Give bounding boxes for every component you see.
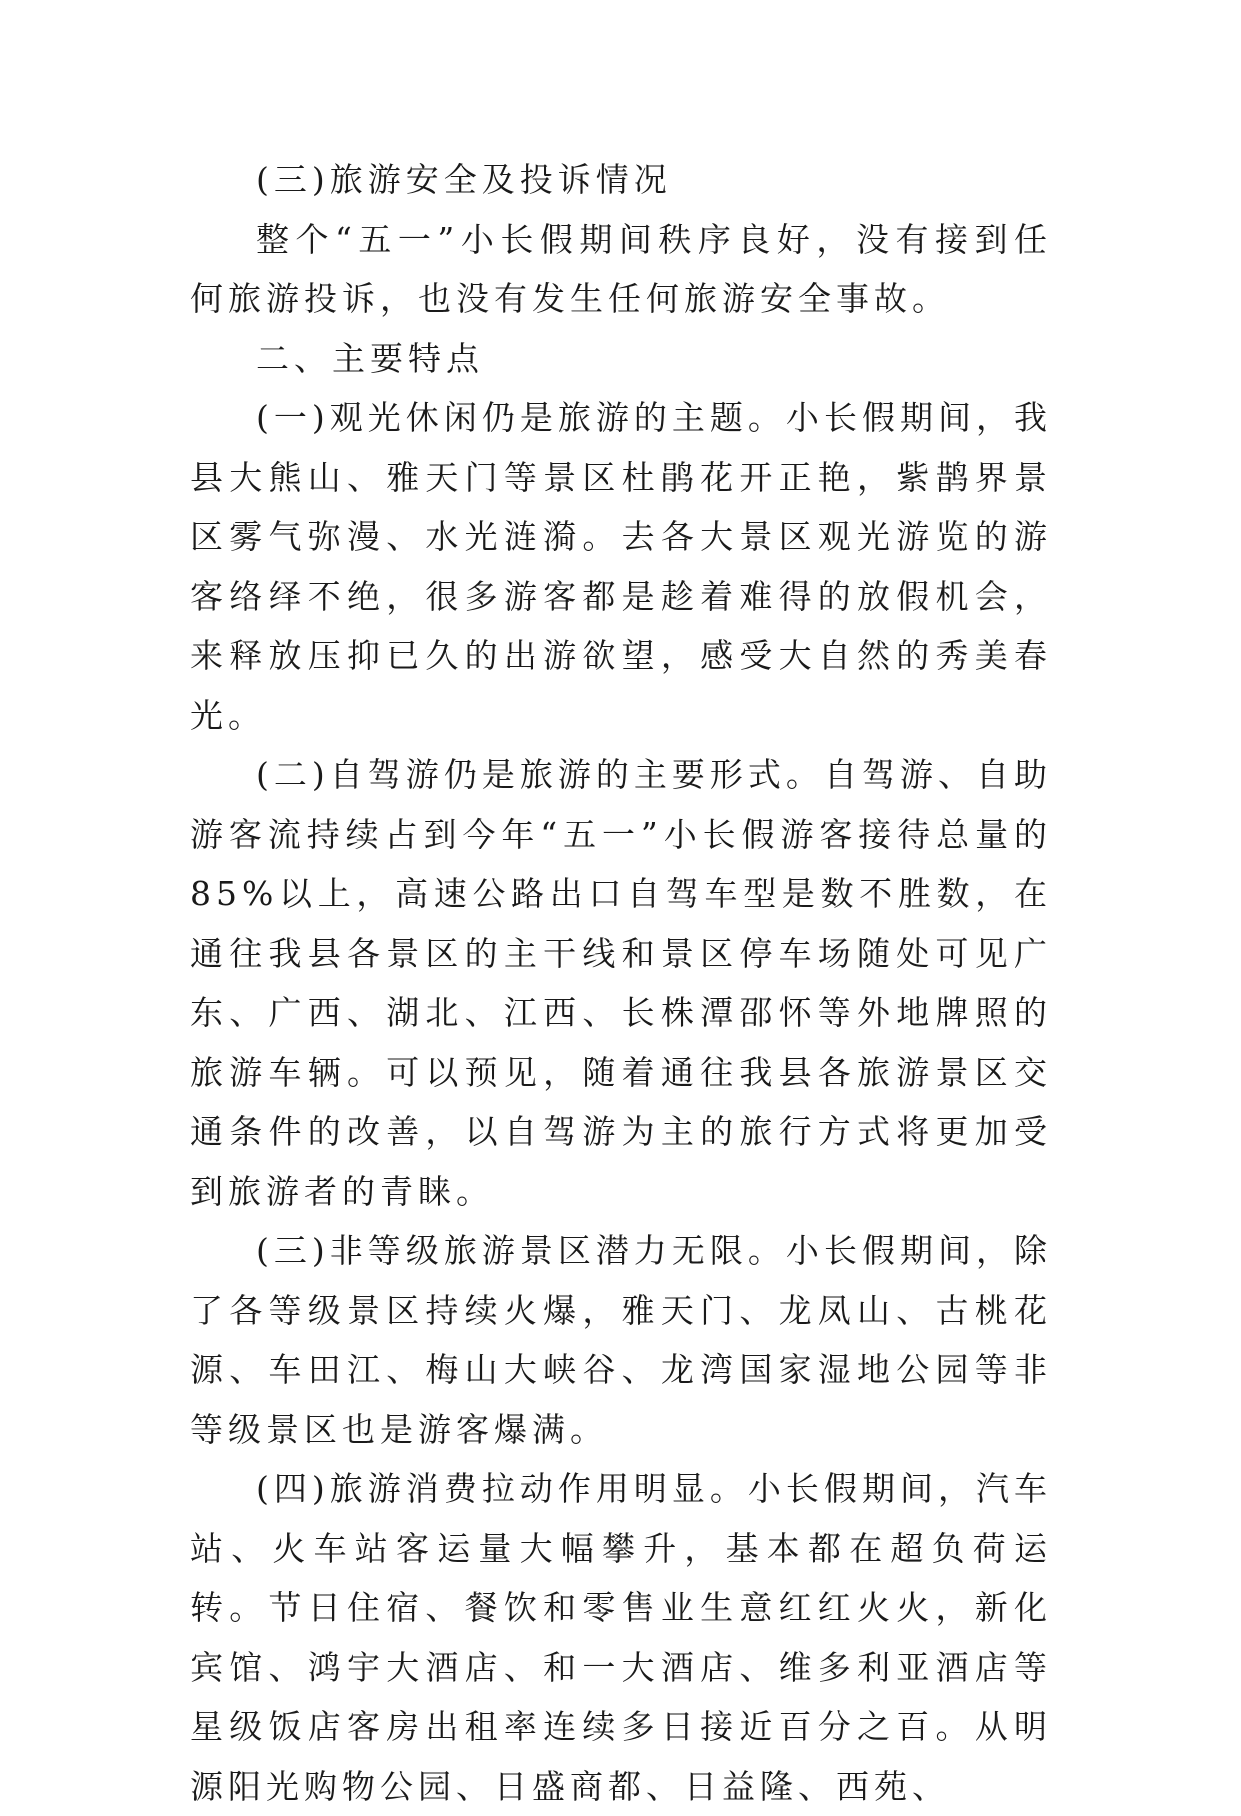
document-body <box>190 150 1052 1816</box>
paragraph-feature-self-drive: (二)自驾游仍是旅游的主要形式。自驾游、自助游客流持续占到今年“五一”小长假游客接待总量的85%以上，高速公路出口自驾车型是数不胜数，在通往我县各景区的主干线和景区停车场随处可见广东、广西、湖北、江西、长株潭邵怀等外地牌照的旅游车辆。可以预见，随着通往我县各旅游景区交通条件的改善，以自驾游为主的旅行方式将更加受到旅游者的青睐。 <box>190 755 1052 1211</box>
paragraph-feature-sightseeing: (一)观光休闲仍是旅游的主题。小长假期间，我县大熊山、雅天门等景区杜鹃花开正艳，紫鹊界景区雾气弥漫、水光涟漪。去各大景区观光游览的游客络绎不绝，很多游客都是趁着难得的放假机会，来释放压抑已久的出游欲望，感受大自然的秀美春光。 <box>190 398 1052 735</box>
section-heading-features: 二、主要特点 <box>256 338 484 378</box>
paragraph-safety-summary: 整个“五一”小长假期间秩序良好，没有接到任何旅游投诉，也没有发生任何旅游安全事故。 <box>190 219 1052 318</box>
section-heading-safety: (三)旅游安全及投诉情况 <box>256 160 672 199</box>
paragraph-feature-unrated-scenic: (三)非等级旅游景区潜力无限。小长假期间，除了各等级景区持续火爆，雅天门、龙凤山、古桃花源、车田江、梅山大峡谷、龙湾国家湿地公园等非等级景区也是游客爆满。 <box>190 1231 1052 1449</box>
paragraph-feature-consumption: (四)旅游消费拉动作用明显。小长假期间，汽车站、火车站客运量大幅攀升，基本都在超负荷运转。节日住宿、餐饮和零售业生意红红火火，新化宾馆、鸿宇大酒店、和一大酒店、维多利亚酒店等星级饭店客房出租率连续多日接近百分之百。从明源阳光购物公园、日盛商都、日益隆、西苑、 <box>190 1469 1052 1806</box>
